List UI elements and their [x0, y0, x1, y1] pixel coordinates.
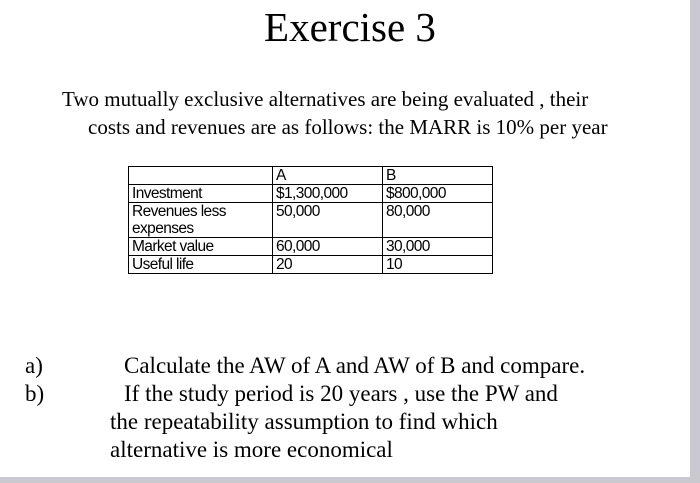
- question-b-label: b): [25, 381, 45, 406]
- row-label-text: Revenues less: [132, 203, 226, 220]
- table-row-revenues: [129, 203, 493, 238]
- header-cell-b: B: [383, 167, 493, 185]
- cell-b: $800,000: [383, 185, 493, 203]
- header-cell-a: A: [273, 167, 383, 185]
- header-cell-empty: [129, 167, 273, 185]
- slide-bottom-edge: [0, 477, 700, 483]
- table-row-useful-life: [129, 256, 493, 274]
- row-label: [129, 203, 273, 238]
- question-a-text: Calculate the AW of A and AW of B and compare.: [124, 353, 586, 378]
- table-row-investment: [129, 185, 493, 203]
- row-label-text: Useful life: [132, 256, 194, 273]
- cell-a: $1,300,000: [273, 185, 383, 203]
- cell-a: 20: [273, 256, 383, 274]
- alternatives-table: [128, 166, 493, 274]
- slide-title: Exercise 3: [264, 4, 436, 50]
- intro-line-1: Two mutually exclusive alternatives are being evaluated , their: [62, 87, 589, 111]
- row-label: [129, 185, 273, 203]
- question-b-line-1: If the study period is 20 years , use the PW and: [124, 381, 558, 406]
- row-label: [129, 238, 273, 256]
- row-label-text: expenses: [132, 220, 194, 237]
- row-label-text: Market value: [132, 238, 214, 255]
- question-b-line-3: alternative is more economical: [110, 437, 393, 462]
- cell-a: 60,000: [273, 238, 383, 256]
- question-a-label: a): [25, 353, 43, 378]
- slide-right-edge: [690, 0, 700, 483]
- question-b-line-2: the repeatability assumption to find which: [110, 409, 498, 434]
- table-row-market-value: [129, 238, 493, 256]
- row-label-text: Investment: [132, 185, 202, 202]
- row-label: [129, 256, 273, 274]
- intro-line-2: costs and revenues are as follows: the MARR is 10% per year: [88, 115, 608, 139]
- cell-a: 50,000: [273, 203, 383, 238]
- table-header-row: [129, 167, 493, 185]
- cell-b: 10: [383, 256, 493, 274]
- cell-b: 30,000: [383, 238, 493, 256]
- cell-b: 80,000: [383, 203, 493, 238]
